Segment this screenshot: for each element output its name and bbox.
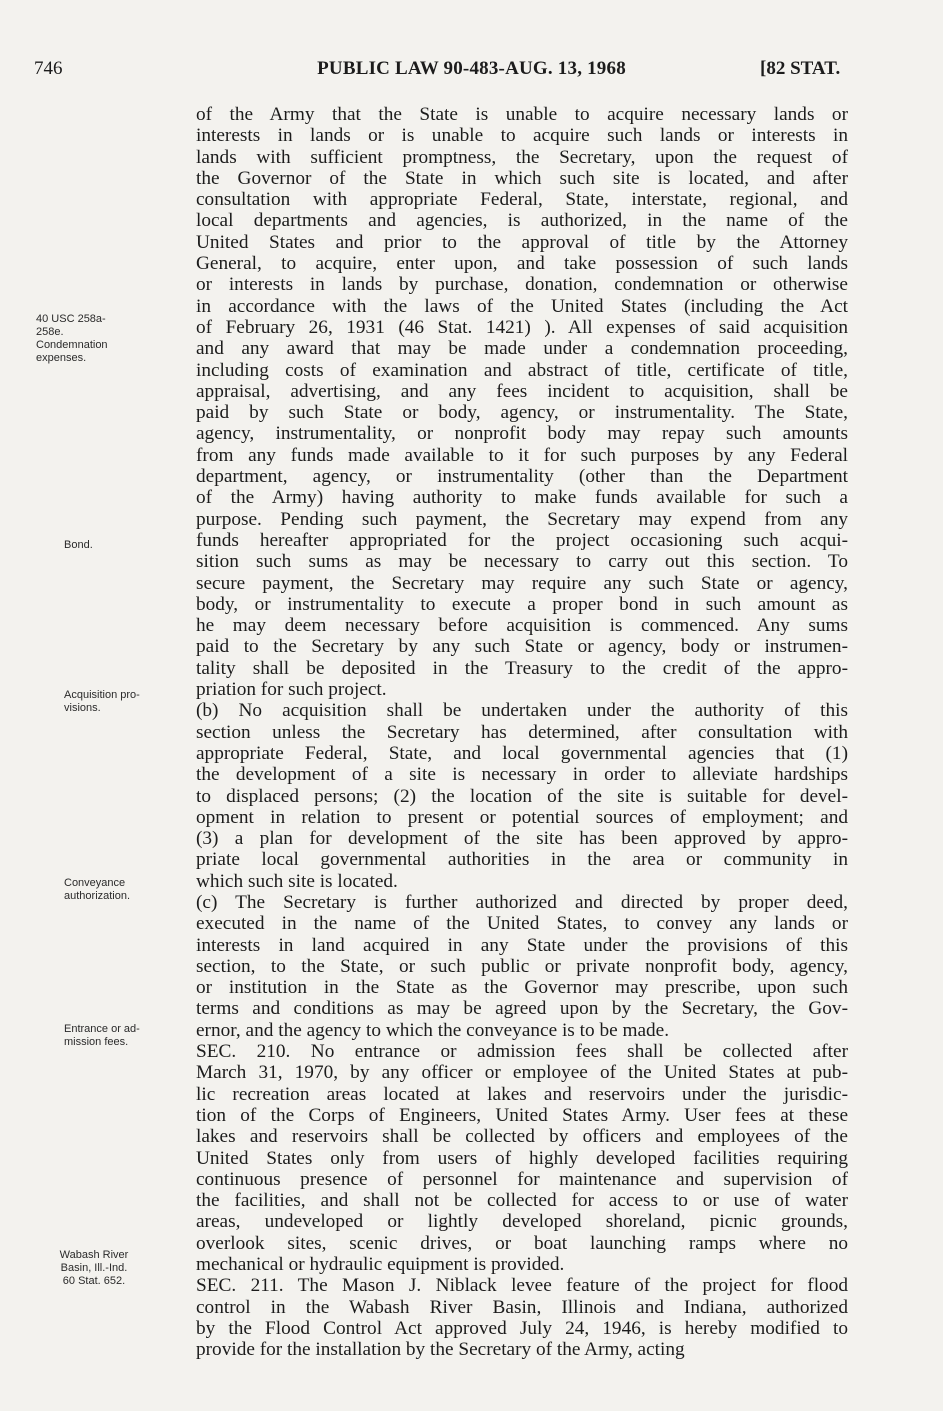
margin-note-line: 40 USC 258a- [36,313,106,325]
margin-note-line: Acquisition pro- [64,689,140,701]
margin-note-acquisition [64,689,214,715]
body-line: General, to acquire, enter upon, and take possession of such lands [196,253,848,275]
body-line: mechanical or hydraulic equipment is provided. [196,1254,565,1276]
body-line: continuous presence of personnel for maintenance and supervision of [196,1168,848,1190]
statute-reference: [82 STAT. [760,58,841,79]
margin-note-line: 258e. [36,326,64,338]
margin-note-line: Basin, Ill.-Ind. [60,1262,128,1274]
body-line: (3) a plan for development of the site has been approved by appro- [196,828,848,850]
body-line: sition such sums as may be necessary to carry out this section. To [196,551,848,573]
margin-note-line: Conveyance [64,877,126,889]
body-line: United States and prior to the approval of title by the Attorney [196,231,848,253]
body-text [196,104,848,1361]
margin-note-line: authorization. [64,890,131,902]
body-line: lic recreation areas located at lakes and reservoirs under the jurisdic- [196,1083,848,1105]
margin-note-line: expenses. [36,352,87,364]
margin-note-conveyance [64,877,214,903]
body-line: the facilities, and shall not be collected for access to or use of water [196,1190,848,1212]
body-line: secure payment, the Secretary may require any such State or agency, [196,572,848,594]
margin-note-line: mission fees. [64,1036,129,1048]
body-line: control in the Wabash River Basin, Illinois and Indiana, authorized [196,1296,848,1318]
body-line: section unless the Secretary has determined, after consultation with [196,721,848,743]
body-line: the Governor of the State in which such site is located, and after [196,167,848,189]
margin-note-line: Wabash River [59,1249,129,1261]
body-line: overlook sites, scenic drives, or boat launching ramps where no [196,1232,848,1254]
page-number: 746 [34,58,63,79]
body-line: United States only from users of highly developed facilities requiring [196,1147,848,1169]
body-line: paid to the Secretary by any such State or agency, body or instrumen- [196,636,848,658]
body-line: ernor, and the agency to which the conveyance is to be made. [196,1019,670,1041]
body-line: of February 26, 1931 (46 Stat. 1421) ). All expenses of said acquisition [196,316,848,338]
body-line: or interests in lands by purchase, donation, condemnation or otherwise [196,274,848,296]
body-line: SEC. 210. No entrance or admission fees shall be collected after [196,1041,848,1063]
margin-note-line: Condemnation [36,339,108,351]
body-line: appraisal, advertising, and any fees incident to acquisition, shall be [196,380,848,402]
body-line: appropriate Federal, State, and local governmental agencies that (1) [196,742,848,764]
page-header [0,58,943,84]
body-line: terms and conditions as may be agreed upon by the Secretary, the Gov- [196,998,848,1020]
body-line: from any funds made available to it for such purposes by any Federal [196,444,848,466]
body-line: consultation with appropriate Federal, State, interstate, regional, and [196,189,848,211]
body-line: (b) No acquisition shall be undertaken under the authority of this [196,700,848,722]
body-line: tality shall be deposited in the Treasury to the credit of the appro- [196,657,848,679]
margin-note-line: visions. [64,702,101,714]
body-line: which such site is located. [196,870,398,892]
body-line: paid by such State or body, agency, or instrumentality. The State, [196,402,848,424]
margin-note-line: Bond. [64,539,93,551]
body-line: and any award that may be made under a condemnation proceeding, [196,338,848,360]
body-line: March 31, 1970, by any officer or employee of the United States at pub- [196,1062,848,1084]
margin-note-line: 60 Stat. 652. [62,1275,126,1287]
running-title: PUBLIC LAW 90-483-AUG. 13, 1968 [317,58,626,79]
body-line: lakes and reservoirs shall be collected by officers and employees of the [196,1126,848,1148]
body-line: interests in lands or is unable to acquire such lands or interests in [196,125,848,147]
body-line: including costs of examination and abstract of title, certificate of title, [196,359,848,381]
body-line: section, to the State, or such public or private nonprofit body, agency, [196,955,848,977]
margin-note-entrance [64,1023,214,1049]
margin-note-usc [36,313,186,365]
body-line: by the Flood Control Act approved July 24, 1946, is hereby modified to [196,1317,848,1339]
body-line: tion of the Corps of Engineers, United States Army. User fees at these [196,1104,848,1126]
body-line: in accordance with the laws of the United States (including the Act [196,295,848,317]
body-line: opment in relation to present or potential sources of employment; and [196,806,848,828]
body-line: of the Army) having authority to make funds available for such a [196,487,848,509]
body-line: (c) The Secretary is further authorized and directed by proper deed, [196,891,848,913]
body-line: SEC. 211. The Mason J. Niblack levee feature of the project for flood [196,1275,848,1297]
margin-note-bond [64,539,214,552]
body-line: he may deem necessary before acquisition is commenced. Any sums [196,615,848,637]
body-line: executed in the name of the United States, to convey any lands or [196,913,848,935]
body-line: agency, instrumentality, or nonprofit body may repay such amounts [196,423,848,445]
margin-note-line: Entrance or ad- [64,1023,140,1035]
body-line: priation for such project. [196,679,387,701]
body-line: lands with sufficient promptness, the Secretary, upon the request of [196,146,848,168]
body-line: priate local governmental authorities in the area or community in [196,849,848,871]
body-line: of the Army that the State is unable to acquire necessary lands or [196,104,848,125]
body-line: purpose. Pending such payment, the Secretary may expend from any [196,508,848,530]
body-line: areas, undeveloped or lightly developed shoreland, picnic grounds, [196,1211,848,1233]
body-line: interests in land acquired in any State under the provisions of this [196,934,848,956]
body-line: funds hereafter appropriated for the project occasioning such acqui- [196,529,848,551]
body-line: provide for the installation by the Secretary of the Army, acting [196,1339,685,1361]
body-line: or institution in the State as the Governor may prescribe, upon such [196,977,848,999]
body-line: to displaced persons; (2) the location of the site is suitable for devel- [196,785,848,807]
body-line: the development of a site is necessary in order to alleviate hardships [196,764,848,786]
body-line: body, or instrumentality to execute a proper bond in such amount as [196,593,848,615]
margin-note-wabash [30,1249,158,1288]
body-line: department, agency, or instrumentality (other than the Department [196,466,848,488]
body-line: local departments and agencies, is authorized, in the name of the [196,210,848,232]
